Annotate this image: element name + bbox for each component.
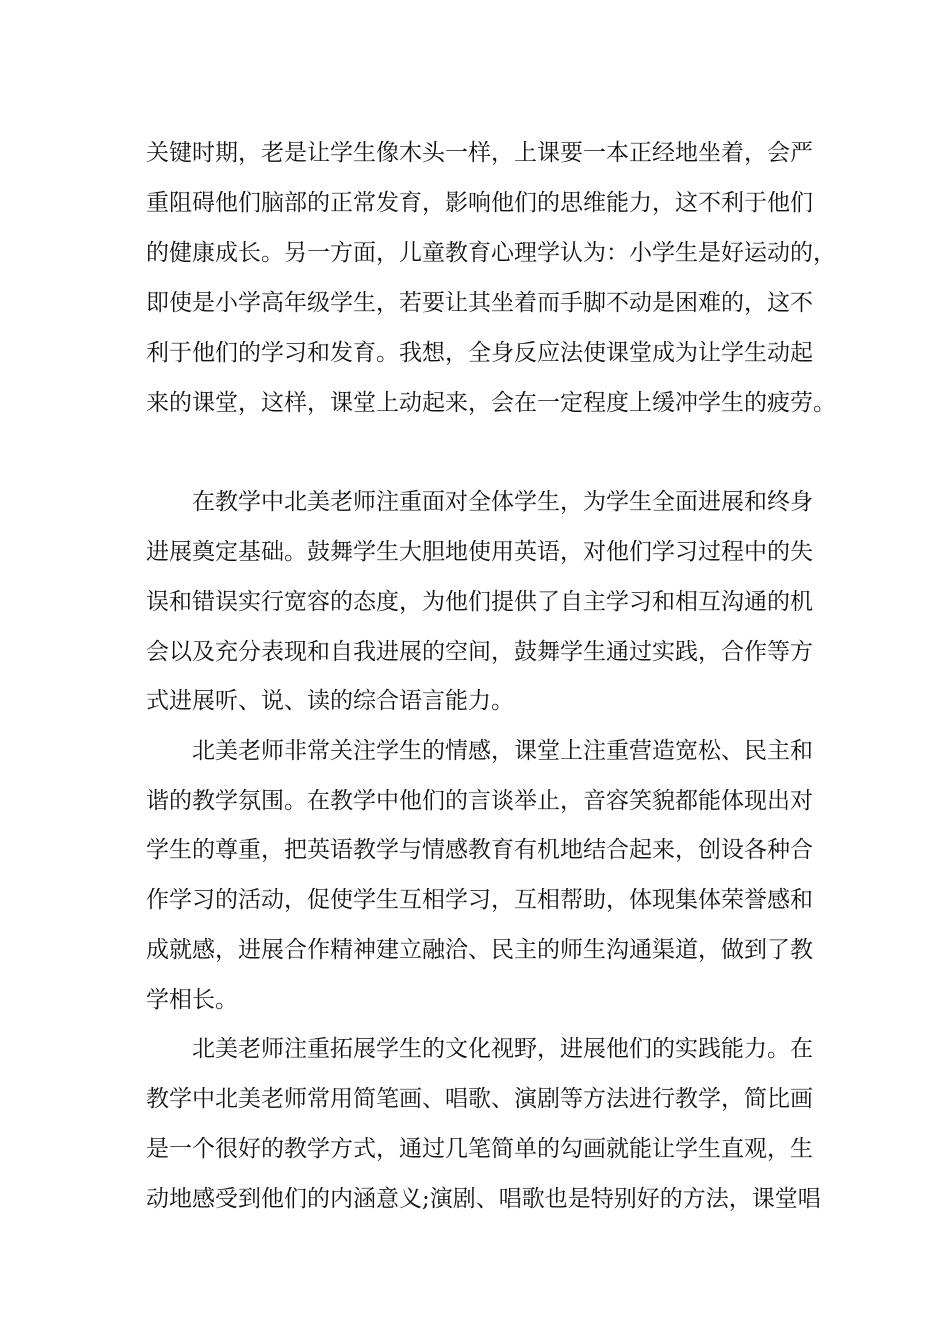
text-line: 式进展听、说、读的综合语言能力。: [146, 688, 514, 714]
text-line: 重阻碍他们脑部的正常发育，影响他们的思维能力，这不利于他们: [146, 190, 813, 216]
text-line: 动地感受到他们的内涵意义;演剧、唱歌也是特别好的方法，课堂唱: [146, 1186, 821, 1212]
text-line: 学生的尊重，把英语教学与情感教育有机地结合起来，创设各种合: [146, 837, 813, 863]
text-line: 误和错误实行宽容的态度，为他们提供了自主学习和相互沟通的机: [146, 589, 813, 615]
text-line: 利于他们的学习和发育。我想，全身反应法使课堂成为让学生动起: [146, 340, 813, 366]
text-line: 成就感，进展合作精神建立融洽、民主的师生沟通渠道，做到了教: [146, 937, 813, 963]
text-line: 是一个很好的教学方式，通过几笔简单的勾画就能让学生直观，生: [146, 1136, 813, 1162]
text-line: 进展奠定基础。鼓舞学生大胆地使用英语，对他们学习过程中的失: [146, 539, 813, 565]
text-line: 教学中北美老师常用简笔画、唱歌、演剧等方法进行教学，简比画: [146, 1086, 813, 1112]
text-line: 会以及充分表现和自我进展的空间，鼓舞学生通过实践，合作等方: [146, 639, 813, 665]
text-line: 学相长。: [146, 987, 238, 1013]
text-line: 来的课堂，这样，课堂上动起来，会在一定程度上缓冲学生的疲劳。: [146, 390, 836, 416]
text-line: 作学习的活动，促使学生互相学习，互相帮助，体现集体荣誉感和: [146, 887, 813, 913]
text-line: 在教学中北美老师注重面对全体学生，为学生全面进展和终身: [192, 489, 813, 515]
text-line: 关键时期，老是让学生像木头一样，上课要一本正经地坐着，会严: [146, 140, 813, 166]
text-line: 北美老师注重拓展学生的文化视野，进展他们的实践能力。在: [192, 1036, 813, 1062]
text-line: 的健康成长。另一方面，儿童教育心理学认为：小学生是好运动的，: [146, 240, 836, 266]
text-line: 即使是小学高年级学生，若要让其坐着而手脚不动是困难的，这不: [146, 290, 813, 316]
text-line: 北美老师非常关注学生的情感，课堂上注重营造宽松、民主和: [192, 738, 813, 764]
text-line: 谐的教学氛围。在教学中他们的言谈举止，音容笑貌都能体现出对: [146, 788, 813, 814]
